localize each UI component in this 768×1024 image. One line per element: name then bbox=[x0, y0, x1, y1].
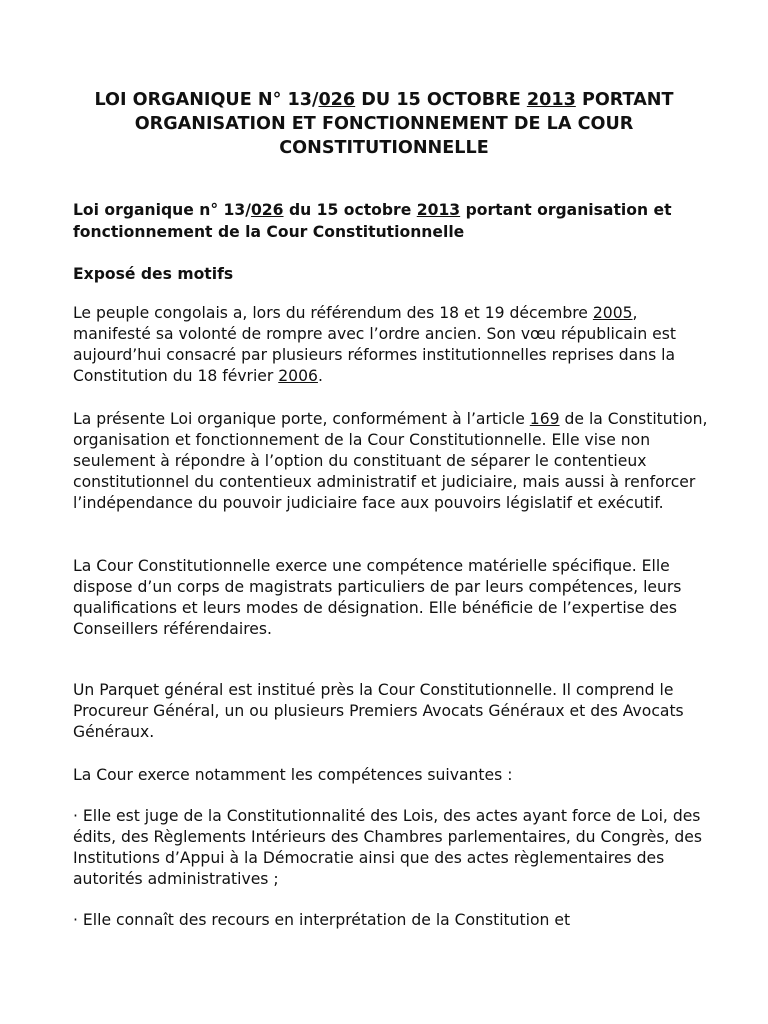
paragraph-text: La présente Loi organique porte, conformément à l’article bbox=[73, 410, 530, 428]
paragraph-text: , manifesté sa volonté de rompre avec l’ordre ancien. Son vœu républicain est aujourd’hui consacré par plusieurs réformes institutionnelles reprises dans la Constitution du 18 février bbox=[73, 304, 676, 385]
year-2006: 2006 bbox=[278, 367, 318, 385]
paragraph-5: La Cour exerce notamment les compétences suivantes : bbox=[73, 766, 513, 784]
subtitle-law-number: 026 bbox=[250, 201, 284, 219]
paragraph-text: Le peuple congolais a, lors du référendum des 18 et 19 décembre bbox=[73, 304, 593, 322]
subtitle-year: 2013 bbox=[416, 201, 461, 219]
bullet-dot: · bbox=[73, 911, 78, 929]
section-heading: Exposé des motifs bbox=[73, 265, 234, 283]
paragraph-text: de la Constitution, organisation et fonctionnement de la Cour Constitutionnelle. Elle vise non seulement à répondre à l’option du constituant de séparer le contentieux constitutionnel du contentieux administratif et judiciaire, mais aussi à renforcer l’indépendance du pouvoir judiciaire face aux pouvoirs législatif et exécutif. bbox=[73, 410, 708, 512]
title-law-number: 026 bbox=[318, 90, 356, 110]
subtitle-text: du 15 octobre bbox=[283, 201, 417, 219]
list-item-2 bbox=[73, 910, 713, 931]
paragraph-text: . bbox=[317, 367, 323, 385]
paragraph-1 bbox=[73, 303, 713, 387]
title-text: LOI ORGANIQUE N° 13/ bbox=[94, 90, 319, 110]
bullet-dot: · bbox=[73, 807, 78, 825]
paragraph-4: Un Parquet général est institué près la Cour Constitutionnelle. Il comprend le Procureur Général, un ou plusieurs Premiers Avocats Généraux et des Avocats Généraux. bbox=[73, 681, 684, 741]
article-number: 169 bbox=[529, 410, 560, 428]
list-item-1 bbox=[73, 806, 713, 890]
list-item-text: Elle connaît des recours en interprétation de la Constitution et bbox=[77, 911, 571, 929]
title-year: 2013 bbox=[526, 90, 576, 110]
list-item-text: Elle est juge de la Constitutionnalité des Lois, des actes ayant force de Loi, des édits, des Règlements Intérieurs des Chambres parlementaires, du Congrès, des Institutions d’Appui à la Démocratie ainsi que des actes règlementaires des autorités administratives ; bbox=[73, 807, 703, 888]
subtitle-text: Loi organique n° 13/ bbox=[73, 201, 251, 219]
title-text: PORTANT ORGANISATION ET FONCTIONNEMENT DE LA COUR CONSTITUTIONNELLE bbox=[134, 90, 674, 158]
year-2005: 2005 bbox=[592, 304, 633, 322]
paragraph-3: La Cour Constitutionnelle exerce une compétence matérielle spécifique. Elle dispose d’un corps de magistrats particuliers de par leurs compétences, leurs qualifications et leurs modes de désignation. Elle bénéficie de l’expertise des Conseillers référendaires. bbox=[73, 557, 682, 638]
document-title bbox=[60, 88, 708, 160]
document-subtitle bbox=[73, 199, 713, 243]
paragraph-2 bbox=[73, 409, 713, 514]
title-text: DU 15 OCTOBRE bbox=[355, 90, 527, 110]
subtitle-text: portant organisation et fonctionnement de la Cour Constitutionnelle bbox=[73, 201, 672, 241]
